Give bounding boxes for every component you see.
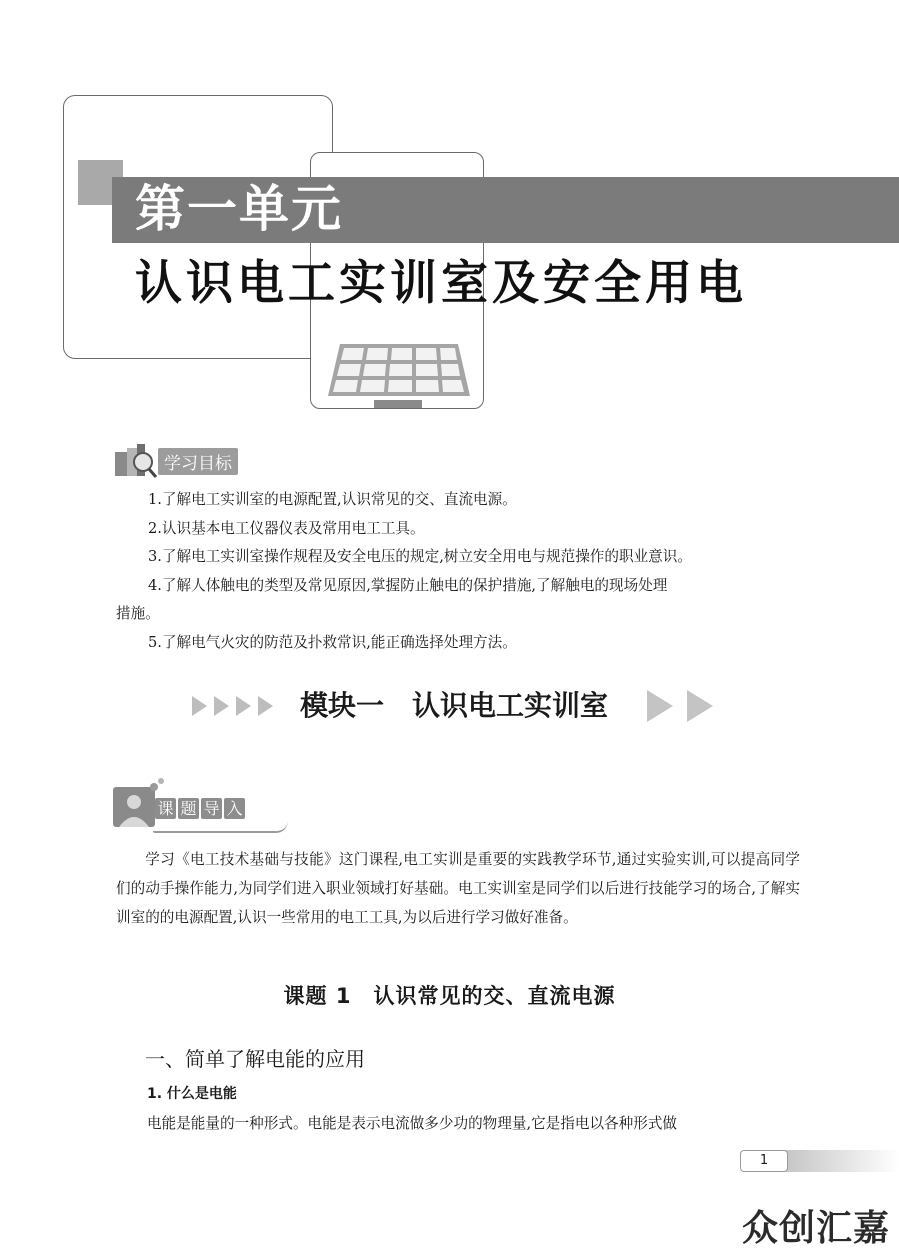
- intro-badge-char: 导: [201, 798, 222, 819]
- topic-title: 课题 1 认识常见的交、直流电源: [283, 984, 616, 1008]
- section-heading: 一、简单了解电能的应用: [145, 1047, 365, 1071]
- objective-item: 5.了解电气火灾的防范及扑救常识,能正确选择处理方法。: [148, 633, 517, 651]
- objective-item-continued: 措施。: [116, 605, 160, 622]
- dots-icon: [149, 777, 165, 793]
- watermark: 众创汇嘉: [742, 1208, 891, 1249]
- arrow-icon: [687, 690, 713, 722]
- subsection-heading: 1. 什么是电能: [147, 1086, 237, 1102]
- intro-paragraph: [116, 845, 800, 932]
- objective-item: 3.了解电工实训室操作规程及安全电压的规定,树立安全用电与规范操作的职业意识。: [148, 548, 692, 565]
- arrow-icon: [192, 696, 207, 716]
- arrow-icon: [236, 696, 251, 716]
- objective-item: 4.了解人体触电的类型及常见原因,掌握防止触电的保护措施,了解触电的现场处理: [148, 576, 668, 594]
- swoosh-decoration: [153, 821, 288, 833]
- learning-objectives-badge: [113, 440, 263, 480]
- solar-panel-icon: [318, 338, 478, 410]
- page-number: 1: [740, 1150, 788, 1172]
- unit-title: 第一单元: [135, 180, 343, 238]
- arrow-icon: [258, 696, 273, 716]
- intro-badge-char: 题: [178, 798, 199, 819]
- intro-badge-char: 课: [155, 798, 176, 819]
- module-title: 模块一 认识电工实训室: [300, 689, 609, 722]
- intro-text: 学习《电工技术基础与技能》这门课程,电工实训是重要的实践教学环节,通过实验实训,可以提高同学们的动手操作能力,为同学们进入职业领域打好基础。电工实训室是同学们以后进行技能学习的场合,了解实训室的的电源配置,认识一些常用的电工工具,为以后进行学习做好准备。: [116, 851, 800, 926]
- arrow-icon: [647, 690, 673, 722]
- learning-objectives-label: 学习目标: [158, 448, 238, 475]
- objective-item: 2.认识基本电工仪器仪表及常用电工工具。: [148, 519, 425, 537]
- objective-item: 1.了解电工实训室的电源配置,认识常见的交、直流电源。: [148, 491, 517, 508]
- person-portrait-icon: [113, 787, 155, 827]
- module-heading: [192, 686, 732, 726]
- chapter-title: 认识电工实训室及安全用电: [135, 256, 747, 311]
- books-magnifier-icon: [113, 440, 157, 480]
- topic-intro-badge: [113, 777, 288, 835]
- arrow-icon: [214, 696, 229, 716]
- learning-objectives-list: [116, 486, 800, 657]
- body-text: 电能是能量的一种形式。电能是表示电流做多少功的物理量,它是指电以各种形式做: [147, 1115, 678, 1132]
- intro-badge-char: 入: [224, 798, 245, 819]
- page-number-tab: [740, 1150, 899, 1172]
